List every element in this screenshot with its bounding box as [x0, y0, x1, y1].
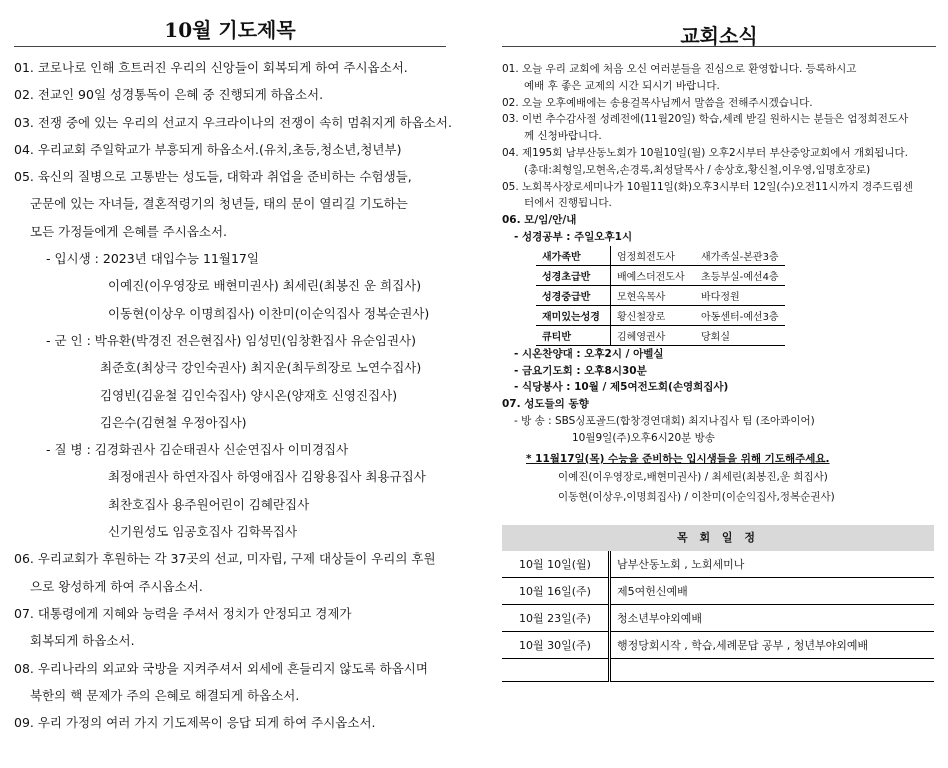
schedule-date: 10월 16일(주) — [502, 578, 610, 605]
prayer-names: 김영빈(김윤철 김인숙집사) 양시온(양재호 신영진집사) — [100, 387, 398, 403]
news-title: 교회소식 — [680, 24, 758, 48]
ministry-schedule — [502, 525, 934, 682]
class-place: 당회실 — [695, 325, 785, 345]
bible-study-table — [536, 246, 785, 346]
prayer-names: 최찬호집사 용주원어린이 김혜란집사 — [108, 496, 310, 512]
prayer-column — [14, 0, 452, 740]
broadcast-item: - 방 송 : SBS싱포골드(합창경연대회) 최지나집사 팀 (조아콰이어) — [514, 414, 815, 427]
prayer-item: 09. 우리 가정의 여러 가지 기도제목이 응답 되게 하여 주시옵소서. — [14, 715, 376, 731]
prayer-names: 김은수(김현철 우정아집사) — [100, 414, 247, 430]
prayer-names: 최준호(최상극 강인숙권사) 최지운(최두희장로 노연수집사) — [100, 360, 422, 376]
schedule-event: 행정당회시작 , 학습,세례문답 공부 , 청년부야외예배 — [610, 632, 935, 659]
news-item: 05. 노회목사장로세미나가 10월11일(화)오후3시부터 12일(수)오전11시까지 경주드림센 — [502, 180, 913, 193]
class-name: 큐티반 — [536, 325, 611, 345]
news-item: 께 신청바랍니다. — [524, 130, 602, 143]
class-teacher: 모현옥목사 — [611, 285, 696, 305]
ministry-schedule-title: 목 회 일 정 — [502, 525, 934, 551]
news-item: (총대:최형일,모현옥,손경록,최성달목사 / 송상호,황신철,이우영,임명호장로) — [524, 163, 871, 176]
schedule-date: 10월 23일(주) — [502, 605, 610, 632]
prayer-item: 05. 육신의 질병으로 고통받는 성도들, 대학과 취업을 준비하는 수험생들, — [14, 169, 412, 185]
table-row — [502, 605, 934, 632]
schedule-event — [610, 659, 935, 682]
meeting-section-title: 06. 모/임/안/내 — [502, 214, 577, 227]
exam-prayer-note: * 11월17일(목) 수능을 준비하는 입시생들을 위해 기도해주세요. — [526, 452, 830, 465]
broadcast-time: 10월9일(주)오후6시20분 방송 — [572, 431, 715, 444]
table-row — [502, 578, 934, 605]
news-column — [502, 0, 936, 682]
class-teacher: 황신철장로 — [611, 305, 696, 325]
news-item: 예배 후 좋은 교제의 시간 되시기 바랍니다. — [524, 79, 720, 92]
table-row — [536, 325, 785, 345]
class-teacher: 엄정희전도사 — [611, 246, 696, 266]
prayer-item: 03. 전쟁 중에 있는 우리의 선교지 우크라이나의 전쟁이 속히 멈춰지게 하옵소서. — [14, 114, 452, 130]
bible-study-label: - 성경공부 : 주일오후1시 — [514, 230, 633, 243]
class-place: 아동센터-예선3층 — [695, 305, 785, 325]
prayer-item: 08. 우리나라의 외교와 국방을 지켜주셔서 외세에 흔들리지 않도록 하옵시며 — [14, 660, 428, 676]
prayer-subitem: - 질 병 : 김경화권사 김순태권사 신순연집사 이미경집사 — [46, 442, 349, 458]
prayer-item: 02. 전교인 90일 성경통독이 은혜 중 진행되게 하옵소서. — [14, 87, 324, 103]
prayer-item: 07. 대통령에게 지혜와 능력을 주셔서 정치가 안정되고 경제가 — [14, 605, 352, 621]
table-row — [536, 246, 785, 266]
table-row — [502, 551, 934, 578]
class-place: 새가족실-본관3층 — [695, 246, 785, 266]
prayer-title: 10월 기도제목 — [164, 18, 296, 42]
table-row — [502, 632, 934, 659]
class-name: 성경초급반 — [536, 265, 611, 285]
prayer-names: 이동현(이상우 이명희집사) 이찬미(이순익집사 정복순권사) — [108, 305, 430, 321]
schedule-event: 제5여헌신예배 — [610, 578, 935, 605]
prayer-item: 06. 우리교회가 후원하는 각 37곳의 선교, 미자립, 구제 대상들이 우리의 후원 — [14, 551, 436, 567]
prayer-list — [14, 58, 452, 740]
schedule-event: 남부산동노회 , 노회세미나 — [610, 551, 935, 578]
meeting-item: - 시온찬양대 : 오후2시 / 아벨실 — [514, 347, 664, 360]
meeting-item: - 식당봉사 : 10월 / 제5여전도회(손영희집사) — [514, 381, 729, 394]
ministry-schedule-table — [502, 551, 934, 682]
table-row — [536, 305, 785, 325]
prayer-item: 군문에 있는 자녀들, 결혼적령기의 청년들, 태의 문이 열리길 기도하는 — [30, 196, 408, 212]
class-place: 초등부실-예선4층 — [695, 265, 785, 285]
class-place: 바다정원 — [695, 285, 785, 305]
news-item: 03. 이번 추수감사절 성례전에(11월20일) 학습,세례 받길 원하시는 분들은 엄정희전도사 — [502, 113, 909, 126]
prayer-item: 01. 코로나로 인해 흐트러진 우리의 신앙들이 회복되게 하여 주시옵소서. — [14, 60, 408, 75]
prayer-subitem: - 군 인 : 박유환(박경진 전은현집사) 임성민(임창환집사 유순임권사) — [46, 332, 416, 348]
news-item: 04. 제195회 남부산동노회가 10월10일(월) 오후2시부터 부산중앙교회에서 개회됩니다. — [502, 146, 908, 159]
schedule-date — [502, 659, 610, 682]
meeting-item: - 금요기도회 : 오후8시30분 — [514, 364, 647, 377]
prayer-item: 회복되게 하옵소서. — [30, 633, 135, 649]
prayer-item: 북한의 핵 문제가 주의 은혜로 해결되게 하옵소서. — [30, 687, 300, 703]
news-list — [502, 61, 936, 507]
table-row — [536, 265, 785, 285]
prayer-names: 신기원성도 임공호집사 김학목집사 — [108, 524, 298, 540]
table-row — [536, 285, 785, 305]
class-name: 새가족반 — [536, 246, 611, 266]
table-row — [502, 659, 934, 682]
exam-names: 이예진(이우영장로,배현미권사) / 최세린(최봉진,운 희집사) — [558, 471, 828, 484]
prayer-subitem: - 입시생 : 2023년 대입수능 11월17일 — [46, 251, 259, 267]
news-item: 01. 오늘 우리 교회에 처음 오신 여러분들을 진심으로 환영합니다. 등록하시고 — [502, 63, 857, 75]
prayer-item: 04. 우리교회 주일학교가 부흥되게 하옵소서.(유치,초등,청소년,청년부) — [14, 141, 402, 157]
class-name: 성경중급반 — [536, 285, 611, 305]
class-teacher: 김혜영권사 — [611, 325, 696, 345]
exam-names: 이동현(이상우,이명희집사) / 이찬미(이순익집사,정복순권사) — [558, 491, 835, 504]
prayer-item: 으로 왕성하게 하여 주시옵소서. — [30, 578, 203, 594]
members-section-title: 07. 성도들의 동향 — [502, 398, 589, 411]
divider — [14, 46, 446, 47]
class-teacher: 배예스더전도사 — [611, 265, 696, 285]
prayer-item: 모든 가정들에게 은혜를 주시옵소서. — [30, 223, 228, 239]
schedule-date: 10월 30일(주) — [502, 632, 610, 659]
prayer-names: 이예진(이우영장로 배현미권사) 최세린(최봉진 운 희집사) — [108, 278, 422, 294]
news-item: 02. 오늘 오후예배에는 송용걸목사님께서 말씀을 전해주시겠습니다. — [502, 96, 813, 109]
schedule-date: 10월 10일(월) — [502, 551, 610, 578]
schedule-event: 청소년부야외예배 — [610, 605, 935, 632]
news-item: 터에서 진행됩니다. — [524, 197, 612, 210]
prayer-names: 최정애권사 하연자집사 하영애집사 김왕용집사 최용규집사 — [108, 469, 426, 485]
class-name: 재미있는성경 — [536, 305, 611, 325]
